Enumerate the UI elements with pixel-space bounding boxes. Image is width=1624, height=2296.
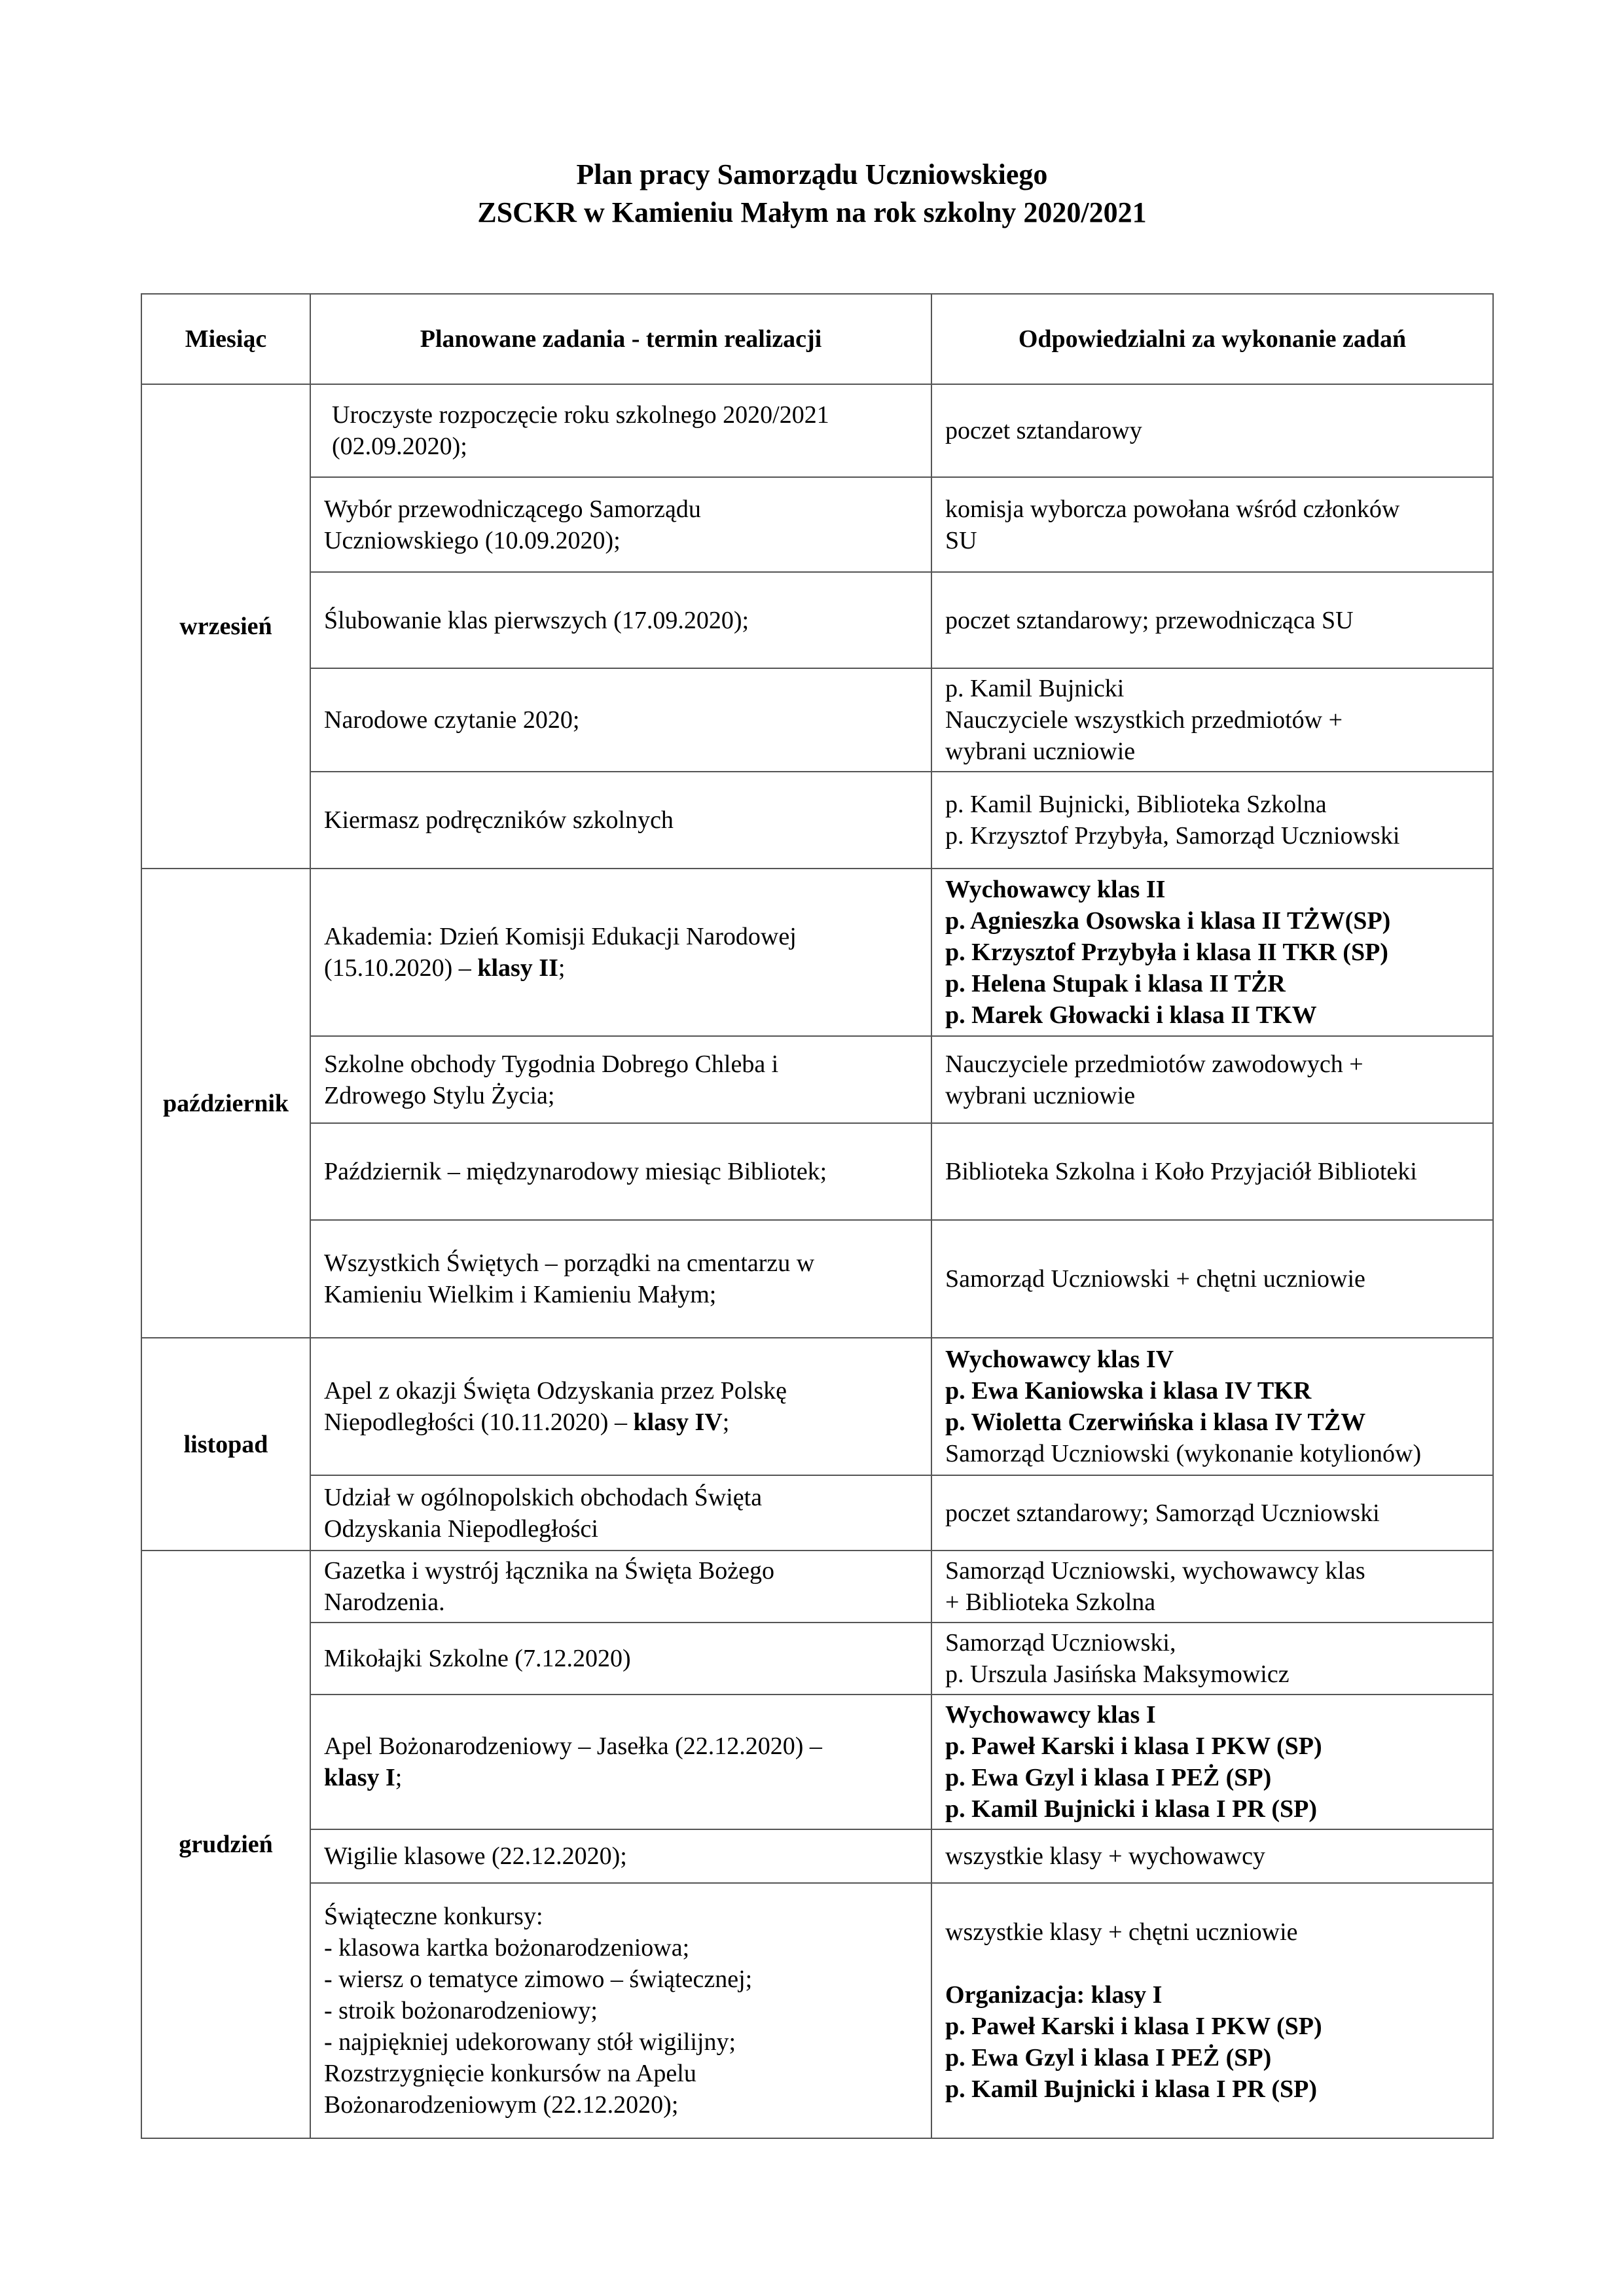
text-segment: p. Urszula Jasińska Maksymowicz xyxy=(945,1660,1290,1688)
text-segment: Wychowawcy klas IV xyxy=(945,1346,1174,1373)
cell-text-line xyxy=(945,1979,1479,2011)
table-row xyxy=(141,772,1493,869)
table-row xyxy=(141,1475,1493,1551)
tail-segment: ; xyxy=(395,1764,403,1791)
responsible-cell xyxy=(931,1623,1493,1695)
task-cell xyxy=(310,869,931,1036)
responsible-cell xyxy=(931,772,1493,869)
cell-text-line xyxy=(324,1482,918,1513)
task-cell xyxy=(310,1883,931,2138)
text-segment: Organizacja: klasy I xyxy=(945,1981,1163,2009)
responsible-cell xyxy=(931,1475,1493,1551)
text-segment: Kiermasz podręczników szkolnych xyxy=(324,806,674,834)
cell-text-line xyxy=(324,1964,918,1995)
task-cell xyxy=(310,1036,931,1123)
text-segment: Kamieniu Wielkim i Kamieniu Małym; xyxy=(324,1281,717,1308)
cell-text-line xyxy=(324,1762,918,1793)
responsible-cell xyxy=(931,1123,1493,1220)
text-segment: Narodzenia. xyxy=(324,1588,445,1616)
text-segment: SU xyxy=(945,526,977,554)
cell-text-line xyxy=(945,1916,1479,1948)
tail-segment: ; xyxy=(558,954,566,982)
cell-text-line xyxy=(945,1498,1479,1529)
task-cell xyxy=(310,772,931,869)
text-segment: Mikołajki Szkolne (7.12.2020) xyxy=(324,1645,631,1672)
cell-text-line xyxy=(945,905,1479,937)
table-row xyxy=(141,1338,1493,1475)
cell-text-line xyxy=(945,1375,1479,1407)
text-segment: (15.10.2020) – xyxy=(324,954,478,982)
spacer xyxy=(945,1948,1479,1979)
text-segment: Akademia: Dzień Komisji Edukacji Narodowej xyxy=(324,923,797,950)
cell-text-line xyxy=(324,2026,918,2058)
bold-segment: klasy I xyxy=(324,1764,395,1791)
table-row xyxy=(141,1551,1493,1623)
text-segment: Gazetka i wystrój łącznika na Święta Bożego xyxy=(324,1557,774,1585)
cell-text-line xyxy=(324,1156,918,1187)
cell-text-line xyxy=(945,1793,1479,1825)
text-segment: Nauczyciele przedmiotów zawodowych + xyxy=(945,1050,1363,1078)
task-cell xyxy=(310,1551,931,1623)
text-segment: Udział w ogólnopolskich obchodach Święta xyxy=(324,1483,763,1511)
text-segment: p. Ewa Gzyl i klasa I PEŻ (SP) xyxy=(945,1764,1272,1791)
cell-text-line xyxy=(945,1344,1479,1375)
title-line-2: ZSCKR w Kamieniu Małym na rok szkolny 2020/2021 xyxy=(477,196,1147,228)
text-segment: - wiersz o tematyce zimowo – świątecznej; xyxy=(324,1965,753,1993)
cell-text-line xyxy=(324,1995,918,2026)
text-segment: poczet sztandarowy; przewodnicząca SU xyxy=(945,606,1354,634)
text-segment: p. Ewa Kaniowska i klasa IV TKR xyxy=(945,1377,1312,1405)
text-segment: Szkolne obchody Tygodnia Dobrego Chleba i xyxy=(324,1050,779,1078)
month-september: wrzesień xyxy=(141,384,310,869)
header-tasks: Planowane zadania - termin realizacji xyxy=(310,294,931,384)
text-segment: (02.09.2020); xyxy=(332,433,467,460)
cell-text-line xyxy=(945,493,1479,525)
responsible-cell xyxy=(931,1551,1493,1623)
table-row xyxy=(141,1036,1493,1123)
text-segment: Ślubowanie klas pierwszych (17.09.2020); xyxy=(324,606,749,634)
cell-text-line xyxy=(324,2058,918,2089)
text-segment: p. Kamil Bujnicki i klasa I PR (SP) xyxy=(945,1795,1317,1823)
tail-segment: ; xyxy=(722,1408,730,1436)
text-segment: Bożonarodzeniowym (22.12.2020); xyxy=(324,2091,679,2119)
cell-text-line xyxy=(324,1731,918,1762)
cell-text-line xyxy=(945,937,1479,968)
cell-text-line xyxy=(324,1555,918,1587)
responsible-cell xyxy=(931,572,1493,668)
cell-text-line xyxy=(324,2089,918,2121)
text-segment: p. Kamil Bujnicki i klasa I PR (SP) xyxy=(945,2075,1317,2103)
bold-segment: klasy IV xyxy=(633,1408,723,1436)
task-cell xyxy=(310,477,931,572)
cell-text-line xyxy=(945,605,1479,636)
header-month: Miesiąc xyxy=(141,294,310,384)
bold-segment: klasy II xyxy=(477,954,558,982)
month-october: październik xyxy=(141,869,310,1338)
title-line-1: Plan pracy Samorządu Uczniowskiego xyxy=(576,158,1048,190)
responsible-cell xyxy=(931,668,1493,772)
cell-text-line xyxy=(945,1049,1479,1080)
text-segment: Narodowe czytanie 2020; xyxy=(324,706,580,734)
table-row xyxy=(141,1220,1493,1338)
text-segment: poczet sztandarowy xyxy=(945,417,1142,444)
cell-text-line xyxy=(324,1407,918,1438)
cell-text-line xyxy=(324,1375,918,1407)
text-segment: komisja wyborcza powołana wśród członków xyxy=(945,495,1400,523)
text-segment: wszystkie klasy + chętni uczniowie xyxy=(945,1918,1298,1946)
text-segment: Świąteczne konkursy: xyxy=(324,1903,543,1930)
text-segment: p. Wioletta Czerwińska i klasa IV TŻW xyxy=(945,1408,1366,1436)
responsible-cell xyxy=(931,1883,1493,2138)
cell-text-line xyxy=(332,431,918,462)
month-december: grudzień xyxy=(141,1551,310,2138)
cell-text-line xyxy=(945,1699,1479,1731)
cell-text-line xyxy=(324,1279,918,1310)
text-segment: p. Kamil Bujnicki xyxy=(945,675,1125,702)
text-segment: - najpiękniej udekorowany stół wigilijny; xyxy=(324,2028,736,2056)
text-segment: Biblioteka Szkolna i Koło Przyjaciół Biblioteki xyxy=(945,1158,1417,1185)
text-segment: Rozstrzygnięcie konkursów na Apelu xyxy=(324,2060,696,2087)
responsible-cell xyxy=(931,1829,1493,1883)
text-segment: p. Marek Głowacki i klasa II TKW xyxy=(945,1001,1317,1029)
text-segment: p. Agnieszka Osowska i klasa II TŻW(SP) xyxy=(945,907,1391,935)
text-segment: Zdrowego Stylu Życia; xyxy=(324,1081,555,1109)
cell-text-line xyxy=(324,493,918,525)
cell-text-line xyxy=(945,1659,1479,1690)
responsible-cell xyxy=(931,384,1493,477)
cell-text-line xyxy=(945,736,1479,767)
text-segment: wybrani uczniowie xyxy=(945,1081,1136,1109)
text-segment: poczet sztandarowy; Samorząd Uczniowski xyxy=(945,1499,1380,1527)
task-cell xyxy=(310,1123,931,1220)
text-segment: Wszystkich Świętych – porządki na cmentarzu w xyxy=(324,1249,815,1277)
cell-text-line xyxy=(945,1263,1479,1295)
cell-text-line xyxy=(945,968,1479,999)
cell-text-line xyxy=(945,1762,1479,1793)
task-cell xyxy=(310,1695,931,1829)
task-cell xyxy=(310,1338,931,1475)
table-row xyxy=(141,1123,1493,1220)
month-november: listopad xyxy=(141,1338,310,1551)
cell-text-line xyxy=(945,673,1479,704)
table-row xyxy=(141,572,1493,668)
cell-text-line xyxy=(332,399,918,431)
responsible-cell xyxy=(931,1220,1493,1338)
text-segment: Samorząd Uczniowski + chętni uczniowie xyxy=(945,1265,1365,1293)
text-segment: p. Paweł Karski i klasa I PKW (SP) xyxy=(945,1732,1322,1760)
cell-text-line xyxy=(945,1555,1479,1587)
text-segment: Samorząd Uczniowski (wykonanie kotylionów) xyxy=(945,1440,1422,1467)
task-cell xyxy=(310,1623,931,1695)
table-row xyxy=(141,869,1493,1036)
text-segment: - klasowa kartka bożonarodzeniowa; xyxy=(324,1934,690,1962)
task-cell xyxy=(310,1475,931,1551)
cell-text-line xyxy=(945,999,1479,1031)
cell-text-line xyxy=(324,1247,918,1279)
cell-text-line xyxy=(945,415,1479,446)
cell-text-line xyxy=(945,1587,1479,1618)
cell-text-line xyxy=(945,1840,1479,1872)
cell-text-line xyxy=(324,605,918,636)
header-row xyxy=(141,294,1493,384)
table-row xyxy=(141,384,1493,477)
cell-text-line xyxy=(945,820,1479,852)
cell-text-line xyxy=(324,1643,918,1674)
text-segment: - stroik bożonarodzeniowy; xyxy=(324,1997,598,2024)
cell-text-line xyxy=(945,1731,1479,1762)
cell-text-line xyxy=(324,704,918,736)
cell-text-line xyxy=(945,789,1479,820)
task-cell xyxy=(310,1220,931,1338)
table-row xyxy=(141,477,1493,572)
task-cell xyxy=(310,384,931,477)
text-segment: Samorząd Uczniowski, wychowawcy klas xyxy=(945,1557,1365,1585)
text-segment: Wigilie klasowe (22.12.2020); xyxy=(324,1842,627,1870)
text-segment: Samorząd Uczniowski, xyxy=(945,1629,1176,1657)
cell-text-line xyxy=(945,874,1479,905)
document-title xyxy=(0,156,1624,232)
task-cell xyxy=(310,668,931,772)
table-row xyxy=(141,1829,1493,1883)
cell-text-line xyxy=(324,1080,918,1111)
table-row xyxy=(141,1623,1493,1695)
cell-text-line xyxy=(945,2011,1479,2042)
text-segment: Uczniowskiego (10.09.2020); xyxy=(324,526,621,554)
cell-text-line xyxy=(324,952,918,984)
cell-text-line xyxy=(324,1049,918,1080)
text-segment: Wychowawcy klas I xyxy=(945,1701,1156,1729)
cell-text-line xyxy=(945,2073,1479,2105)
text-segment: p. Helena Stupak i klasa II TŻR xyxy=(945,970,1286,997)
text-segment: Uroczyste rozpoczęcie roku szkolnego 2020/2021 xyxy=(332,401,829,429)
header-responsible: Odpowiedzialni za wykonanie zadań xyxy=(931,294,1493,384)
text-segment: Wybór przewodniczącego Samorządu xyxy=(324,495,701,523)
text-segment: p. Ewa Gzyl i klasa I PEŻ (SP) xyxy=(945,2044,1272,2072)
table-row xyxy=(141,668,1493,772)
cell-text-line xyxy=(324,1932,918,1964)
responsible-cell xyxy=(931,869,1493,1036)
text-segment: Wychowawcy klas II xyxy=(945,876,1166,903)
cell-text-line xyxy=(945,704,1479,736)
text-segment: wybrani uczniowie xyxy=(945,738,1136,765)
cell-text-line xyxy=(945,1438,1479,1469)
cell-text-line xyxy=(324,804,918,836)
cell-text-line xyxy=(324,525,918,556)
text-segment: Apel z okazji Święta Odzyskania przez Polskę xyxy=(324,1377,787,1405)
cell-text-line xyxy=(945,1156,1479,1187)
cell-text-line xyxy=(945,1080,1479,1111)
task-cell xyxy=(310,1829,931,1883)
text-segment: p. Krzysztof Przybyła, Samorząd Uczniowski xyxy=(945,822,1400,850)
table-row xyxy=(141,1695,1493,1829)
responsible-cell xyxy=(931,1036,1493,1123)
cell-text-line xyxy=(945,1627,1479,1659)
cell-text-line xyxy=(945,525,1479,556)
cell-text-line xyxy=(324,1840,918,1872)
cell-text-line xyxy=(324,1513,918,1545)
task-cell xyxy=(310,572,931,668)
text-segment: p. Paweł Karski i klasa I PKW (SP) xyxy=(945,2013,1322,2040)
responsible-cell xyxy=(931,1695,1493,1829)
text-segment: + Biblioteka Szkolna xyxy=(945,1588,1156,1616)
text-segment: Niepodległości (10.11.2020) – xyxy=(324,1408,634,1436)
cell-text-line xyxy=(324,1901,918,1932)
responsible-cell xyxy=(931,477,1493,572)
cell-text-line xyxy=(324,921,918,952)
table-row xyxy=(141,1883,1493,2138)
text-segment: wszystkie klasy + wychowawcy xyxy=(945,1842,1265,1870)
text-segment: Odzyskania Niepodległości xyxy=(324,1515,598,1543)
text-segment: Apel Bożonarodzeniowy – Jasełka (22.12.2020) – xyxy=(324,1732,822,1760)
text-segment: p. Kamil Bujnicki, Biblioteka Szkolna xyxy=(945,791,1327,818)
work-plan-table xyxy=(141,293,1494,2139)
cell-text-line xyxy=(945,2042,1479,2073)
text-segment: p. Krzysztof Przybyła i klasa II TKR (SP) xyxy=(945,939,1388,966)
cell-text-line xyxy=(324,1587,918,1618)
responsible-cell xyxy=(931,1338,1493,1475)
text-segment: Październik – międzynarodowy miesiąc Bibliotek; xyxy=(324,1158,827,1185)
cell-text-line xyxy=(945,1407,1479,1438)
text-segment: Nauczyciele wszystkich przedmiotów + xyxy=(945,706,1343,734)
